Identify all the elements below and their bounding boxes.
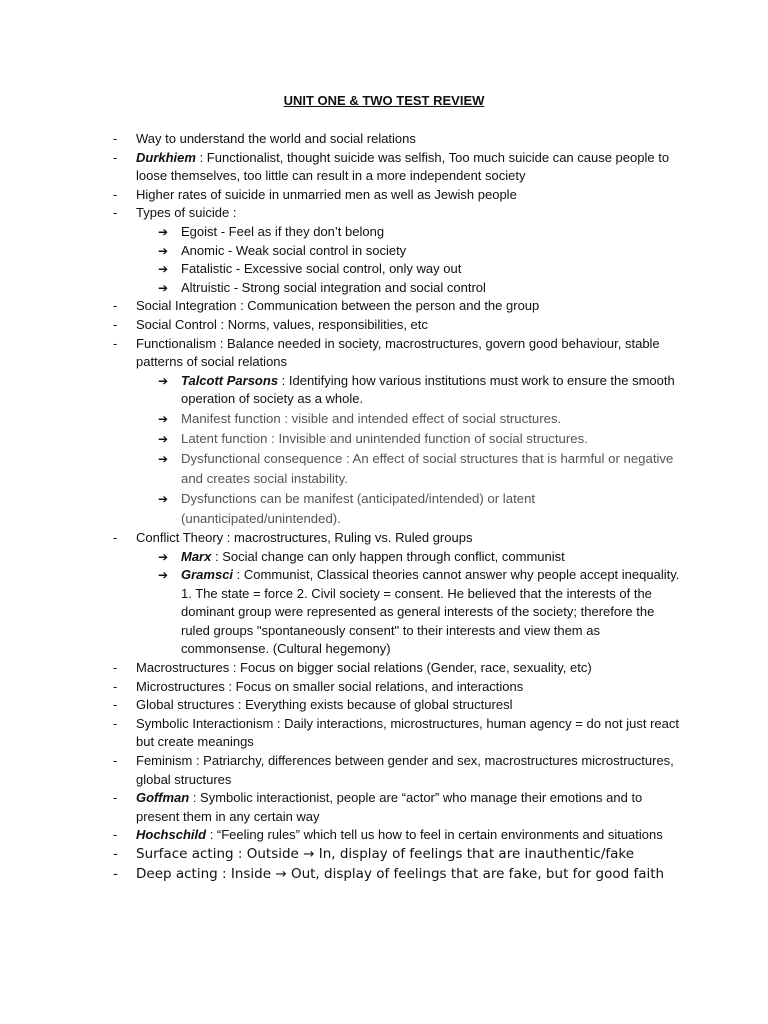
sub-item-text: Dysfunctional consequence : An effect of social structures that is harmful or negative and creates social instability.: [181, 450, 674, 486]
list-item: [0, 186, 681, 205]
theorist-name: Durkhiem: [136, 149, 196, 165]
list-item-types-of-suicide: [0, 204, 681, 223]
arrow-bullet-icon: ➔: [158, 224, 169, 239]
sub-item: [0, 223, 681, 242]
sub-item: [0, 409, 681, 429]
sub-item: [0, 242, 681, 261]
bullet-dash: -: [113, 827, 118, 843]
sub-item: [0, 260, 681, 279]
item-text: Conflict Theory : macrostructures, Ruling vs. Ruled groups: [136, 529, 473, 545]
list-item: [0, 715, 681, 752]
theorist-name: Goffman: [136, 790, 190, 806]
item-text: : “Feeling rules” which tell us how to feel in certain environments and situations: [206, 827, 663, 843]
item-text: : Functionalist, thought suicide was selfish, Too much suicide can cause people to loose themselves, too little can result in a more independent society: [136, 149, 670, 184]
arrow-bullet-icon: ➔: [158, 243, 169, 258]
bullet-dash: -: [113, 335, 118, 351]
bullet-dash: -: [113, 205, 118, 221]
list-item-hochschild: [0, 826, 681, 845]
arrow-bullet-icon: ➔: [158, 280, 169, 295]
bullet-dash: -: [113, 298, 118, 314]
sub-item: [0, 489, 681, 529]
review-list: [0, 130, 768, 884]
list-item-deep-acting: [0, 865, 681, 885]
sub-item-text: Dysfunctions can be manifest (anticipated/intended) or latent (unanticipated/unintended).: [181, 490, 536, 526]
item-text: Social Control : Norms, values, responsibilities, etc: [136, 316, 428, 332]
item-text: Symbolic Interactionism : Daily interactions, microstructures, human agency = do not just react but create meanings: [136, 715, 679, 750]
bullet-dash: -: [113, 790, 118, 806]
item-text: Way to understand the world and social relations: [136, 131, 416, 146]
bullet-dash: -: [113, 660, 118, 676]
item-text: Surface acting : Outside → In, display of feelings that are inauthentic/fake: [136, 846, 635, 862]
item-text: Higher rates of suicide in unmarried men as well as Jewish people: [136, 186, 517, 202]
bullet-dash: -: [113, 186, 118, 202]
sub-item-marx: [0, 548, 681, 567]
item-text: : Symbolic interactionist, people are “actor” who manage their emotions and to present them in any certain way: [136, 790, 643, 824]
sub-item-text: Anomic - Weak social control in society: [181, 242, 407, 258]
arrow-bullet-icon: ➔: [158, 451, 169, 466]
list-item: [0, 130, 681, 149]
sub-item-text: : Communist, Classical theories cannot answer why people accept inequality. 1. The state = force 2. Civil society = consent. He believed that the interests of the dominant group were represented as general interests of the society; therefore the ruled groups "spontaneously consent" to their interests and view them as commonsense. (Cultural hegemony): [181, 567, 680, 657]
list-item-goffman: [0, 789, 681, 826]
sub-item-text: Altruistic - Strong social integration and social control: [181, 279, 486, 295]
bullet-dash: -: [113, 846, 118, 862]
bullet-dash: -: [113, 529, 118, 545]
list-item: [0, 752, 681, 789]
bullet-dash: -: [113, 131, 118, 146]
list-item-conflict-theory: [0, 529, 681, 548]
item-text: Functionalism : Balance needed in society, macrostructures, govern good behaviour, stable patterns of social relations: [136, 335, 660, 370]
arrow-bullet-icon: ➔: [158, 568, 169, 583]
arrow-bullet-icon: ➔: [158, 431, 169, 446]
sub-item: [0, 279, 681, 298]
page-title: UNIT ONE & TWO TEST REVIEW: [283, 93, 485, 108]
list-item: [0, 696, 681, 715]
list-item-durkhiem: [0, 149, 681, 186]
arrow-bullet-icon: ➔: [158, 549, 169, 564]
sub-item-text: Manifest function : visible and intended effect of social structures.: [181, 410, 562, 426]
sub-item-parsons: [0, 372, 681, 409]
item-text: Microstructures : Focus on smaller social relations, and interactions: [136, 678, 524, 694]
list-item: [0, 316, 681, 335]
sub-item-text: : Social change can only happen through conflict, communist: [211, 548, 565, 564]
item-text: Deep acting : Inside → Out, display of feelings that are fake, but for good faith: [136, 865, 665, 882]
arrow-bullet-icon: ➔: [158, 262, 169, 277]
bullet-dash: -: [113, 865, 118, 882]
sub-item-text: Latent function : Invisible and unintended function of social structures.: [181, 430, 588, 446]
list-item: [0, 297, 681, 316]
bullet-dash: -: [113, 753, 118, 769]
arrow-bullet-icon: ➔: [158, 373, 169, 388]
item-text: Types of suicide :: [136, 205, 237, 221]
item-text: Feminism : Patriarchy, differences between gender and sex, macrostructures microstructures, global structures: [136, 753, 674, 787]
bullet-dash: -: [113, 678, 118, 694]
sub-item-text: Egoist - Feel as if they don’t belong: [181, 223, 385, 239]
bullet-dash: -: [113, 697, 118, 713]
sub-item-text: : Identifying how various institutions must work to ensure the smooth operation of society as a whole.: [181, 372, 675, 407]
theorist-name: Hochschild: [136, 827, 207, 843]
list-item: [0, 678, 681, 697]
arrow-bullet-icon: ➔: [158, 491, 169, 506]
item-text: Macrostructures : Focus on bigger social relations (Gender, race, sexuality, etc): [136, 660, 592, 676]
theorist-name: Gramsci: [181, 567, 234, 583]
theorist-name: Talcott Parsons: [181, 372, 279, 388]
list-item-functionalism: [0, 335, 681, 372]
list-item: [0, 659, 681, 678]
sub-item: [0, 449, 681, 489]
sub-item: [0, 429, 681, 449]
sub-item-text: Fatalistic - Excessive social control, only way out: [181, 261, 462, 277]
bullet-dash: -: [113, 316, 118, 332]
bullet-dash: -: [113, 715, 118, 731]
list-item-surface-acting: [0, 845, 681, 865]
arrow-bullet-icon: ➔: [158, 411, 169, 426]
theorist-name: Marx: [181, 548, 212, 564]
item-text: Global structures : Everything exists because of global structuresl: [136, 697, 513, 713]
sub-item-gramsci: [0, 566, 681, 659]
item-text: Social Integration : Communication between the person and the group: [136, 298, 540, 314]
bullet-dash: -: [113, 149, 118, 165]
